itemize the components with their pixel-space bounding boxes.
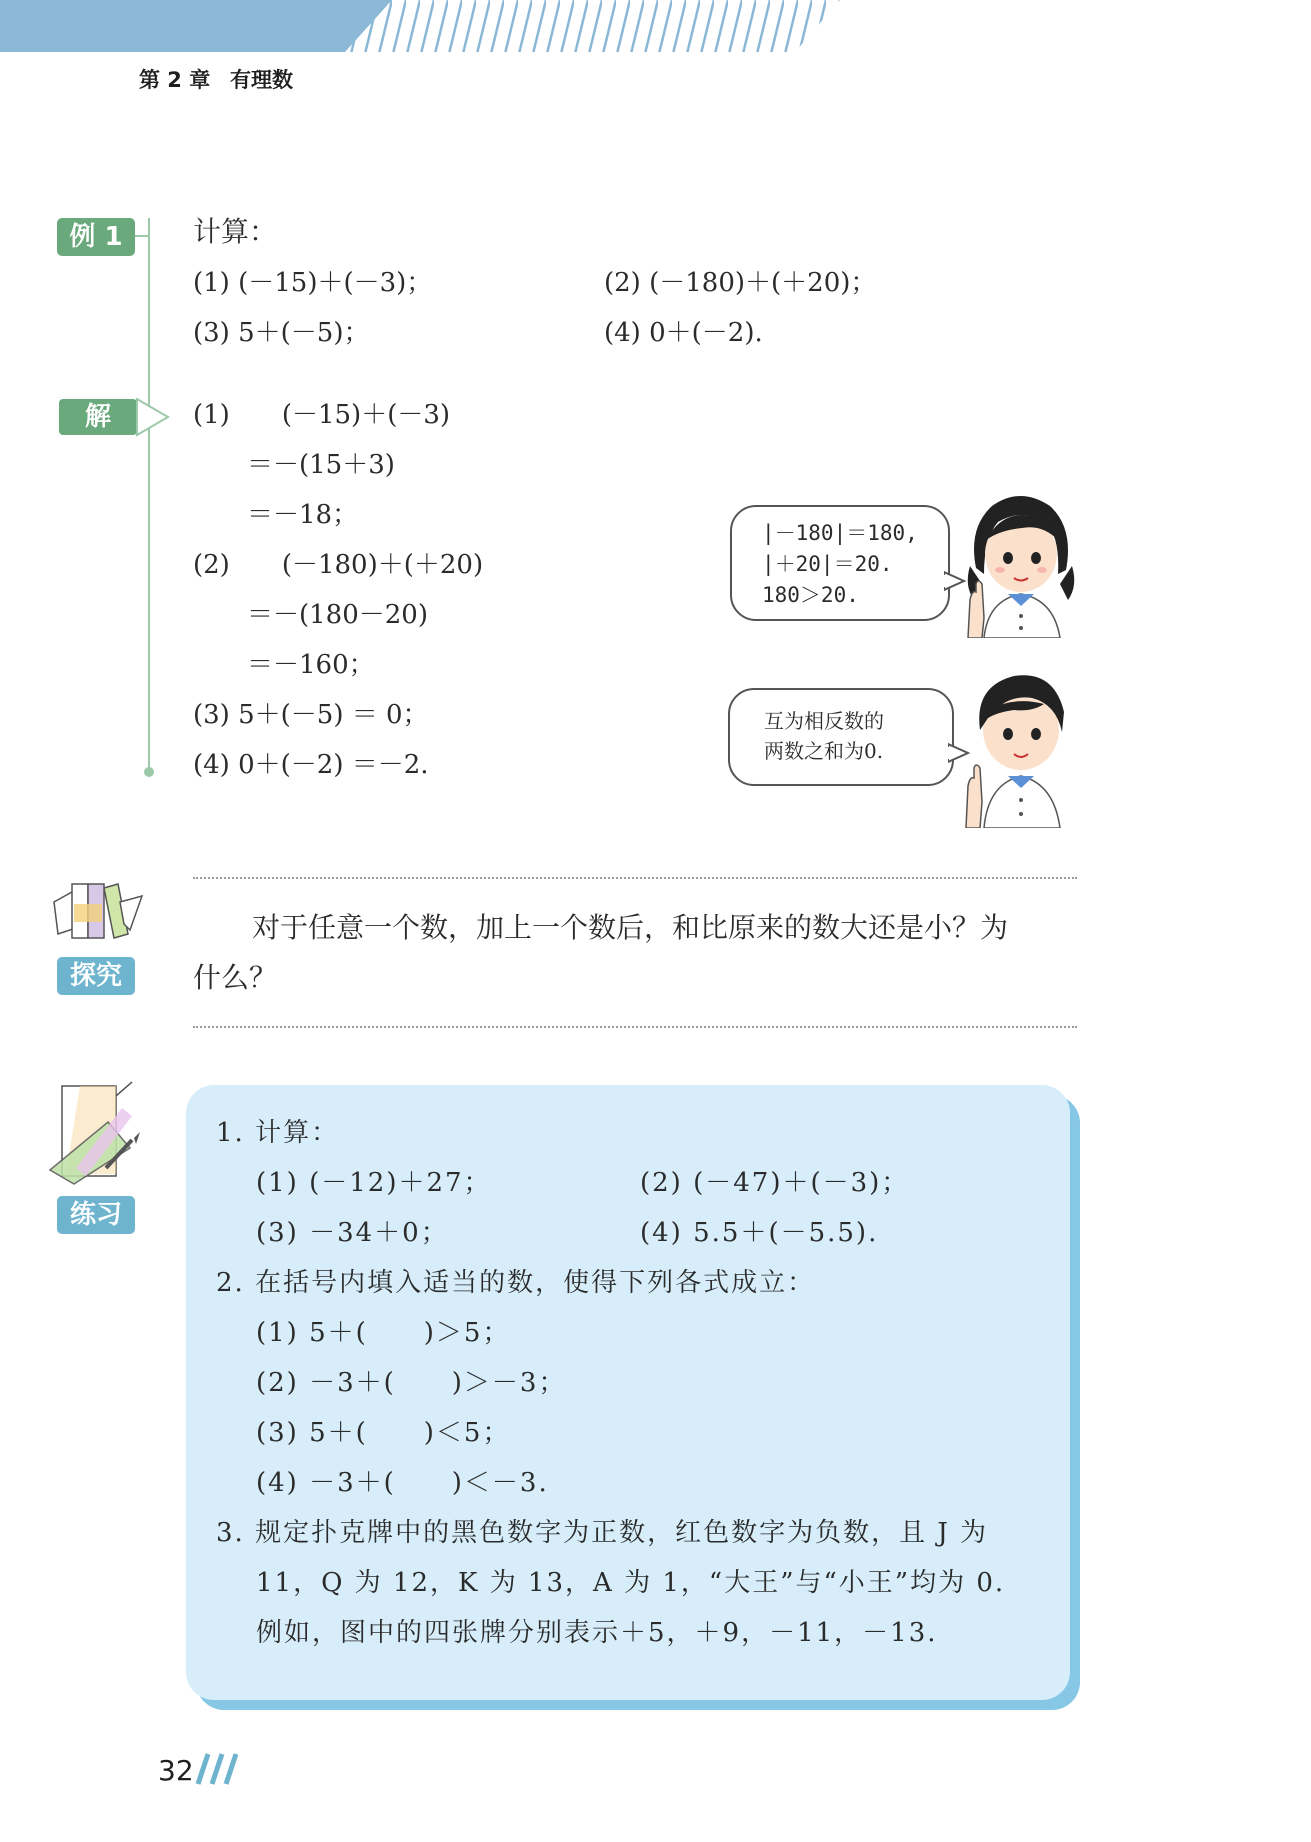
exercise-q1-label: 1. 计算：	[216, 1118, 340, 1148]
explore-top-divider	[193, 877, 1077, 879]
example-guide-line	[130, 210, 160, 780]
exercise-q1-item-3: (3) －34＋0；	[256, 1218, 449, 1248]
chapter-title: 有理数	[230, 68, 293, 92]
solution-line-7: (3) 5＋(－5) ＝ 0；	[193, 700, 429, 730]
solution-line-4: (2) (－180)＋(＋20)	[193, 550, 484, 580]
girl-bubble-line-1: |－180|＝180,	[762, 521, 918, 545]
girl-illustration	[962, 488, 1080, 638]
explore-books-icon	[50, 878, 146, 944]
example-item-1: (1) (－15)＋(－3)；	[193, 268, 433, 298]
exercise-q2-item-1: (1) 5＋( )＞5；	[256, 1318, 511, 1348]
exercise-q1-item-2: (2) (－47)＋(－3)；	[640, 1168, 910, 1198]
exercise-q3-line-3: 例如，图中的四张牌分别表示＋5，＋9，－11，－13.	[256, 1618, 938, 1648]
explore-bottom-divider	[193, 1026, 1077, 1028]
girl-bubble-line-2: |＋20|＝20.	[762, 552, 893, 576]
header-band	[0, 0, 1311, 58]
solution-line-5: ＝－(180－20)	[247, 600, 428, 630]
boy-bubble-line-2: 两数之和为0.	[764, 739, 884, 763]
solution-line-1: (1) (－15)＋(－3)	[193, 400, 451, 430]
exercise-q1-item-1: (1) (－12)＋27；	[256, 1168, 492, 1198]
example-item-4: (4) 0＋(－2).	[604, 318, 763, 348]
boy-illustration	[962, 668, 1080, 828]
explore-tag: 探究	[57, 957, 135, 995]
chapter-number: 第 2 章	[139, 68, 211, 92]
boy-bubble-line-1: 互为相反数的	[764, 709, 884, 733]
exercise-q2-item-3: (3) 5＋( )＜5；	[256, 1418, 511, 1448]
exercise-q1-item-4: (4) 5.5＋(－5.5).	[640, 1218, 879, 1248]
example-item-2: (2) (－180)＋(＋20)；	[604, 268, 877, 298]
exercise-q2-label: 2. 在括号内填入适当的数，使得下列各式成立：	[216, 1268, 816, 1298]
girl-bubble-line-3: 180＞20.	[762, 583, 859, 607]
exercise-q2-item-2: (2) －3＋( )＞－3；	[256, 1368, 567, 1398]
solution-tag: 解	[84, 402, 111, 432]
exercise-q3-line-1: 3. 规定扑克牌中的黑色数字为正数，红色数字为负数，且 J 为	[216, 1518, 989, 1548]
exercise-drafting-icon	[46, 1078, 146, 1188]
solution-line-8: (4) 0＋(－2) ＝－2.	[193, 750, 429, 780]
explore-line-2: 什么？	[193, 961, 278, 994]
exercise-q2-item-4: (4) －3＋( )＜－3.	[256, 1468, 549, 1498]
page-number: 32	[158, 1754, 194, 1787]
example-item-3: (3) 5＋(－5)；	[193, 318, 370, 348]
solution-line-6: ＝－160；	[247, 650, 375, 680]
solution-line-2: ＝－(15＋3)	[247, 450, 395, 480]
example-tag: 例 1	[57, 218, 135, 256]
example-prompt: 计算：	[193, 215, 278, 248]
exercise-tag: 练习	[57, 1196, 135, 1234]
explore-line-1: 对于任意一个数，加上一个数后，和比原来的数大还是小？为	[252, 911, 1009, 944]
exercise-q3-line-2: 11，Q 为 12，K 为 13，A 为 1，“大王”与“小王”均为 0.	[256, 1568, 1006, 1598]
page-number-slashes	[194, 1752, 242, 1786]
solution-line-3: ＝－18；	[247, 500, 359, 530]
